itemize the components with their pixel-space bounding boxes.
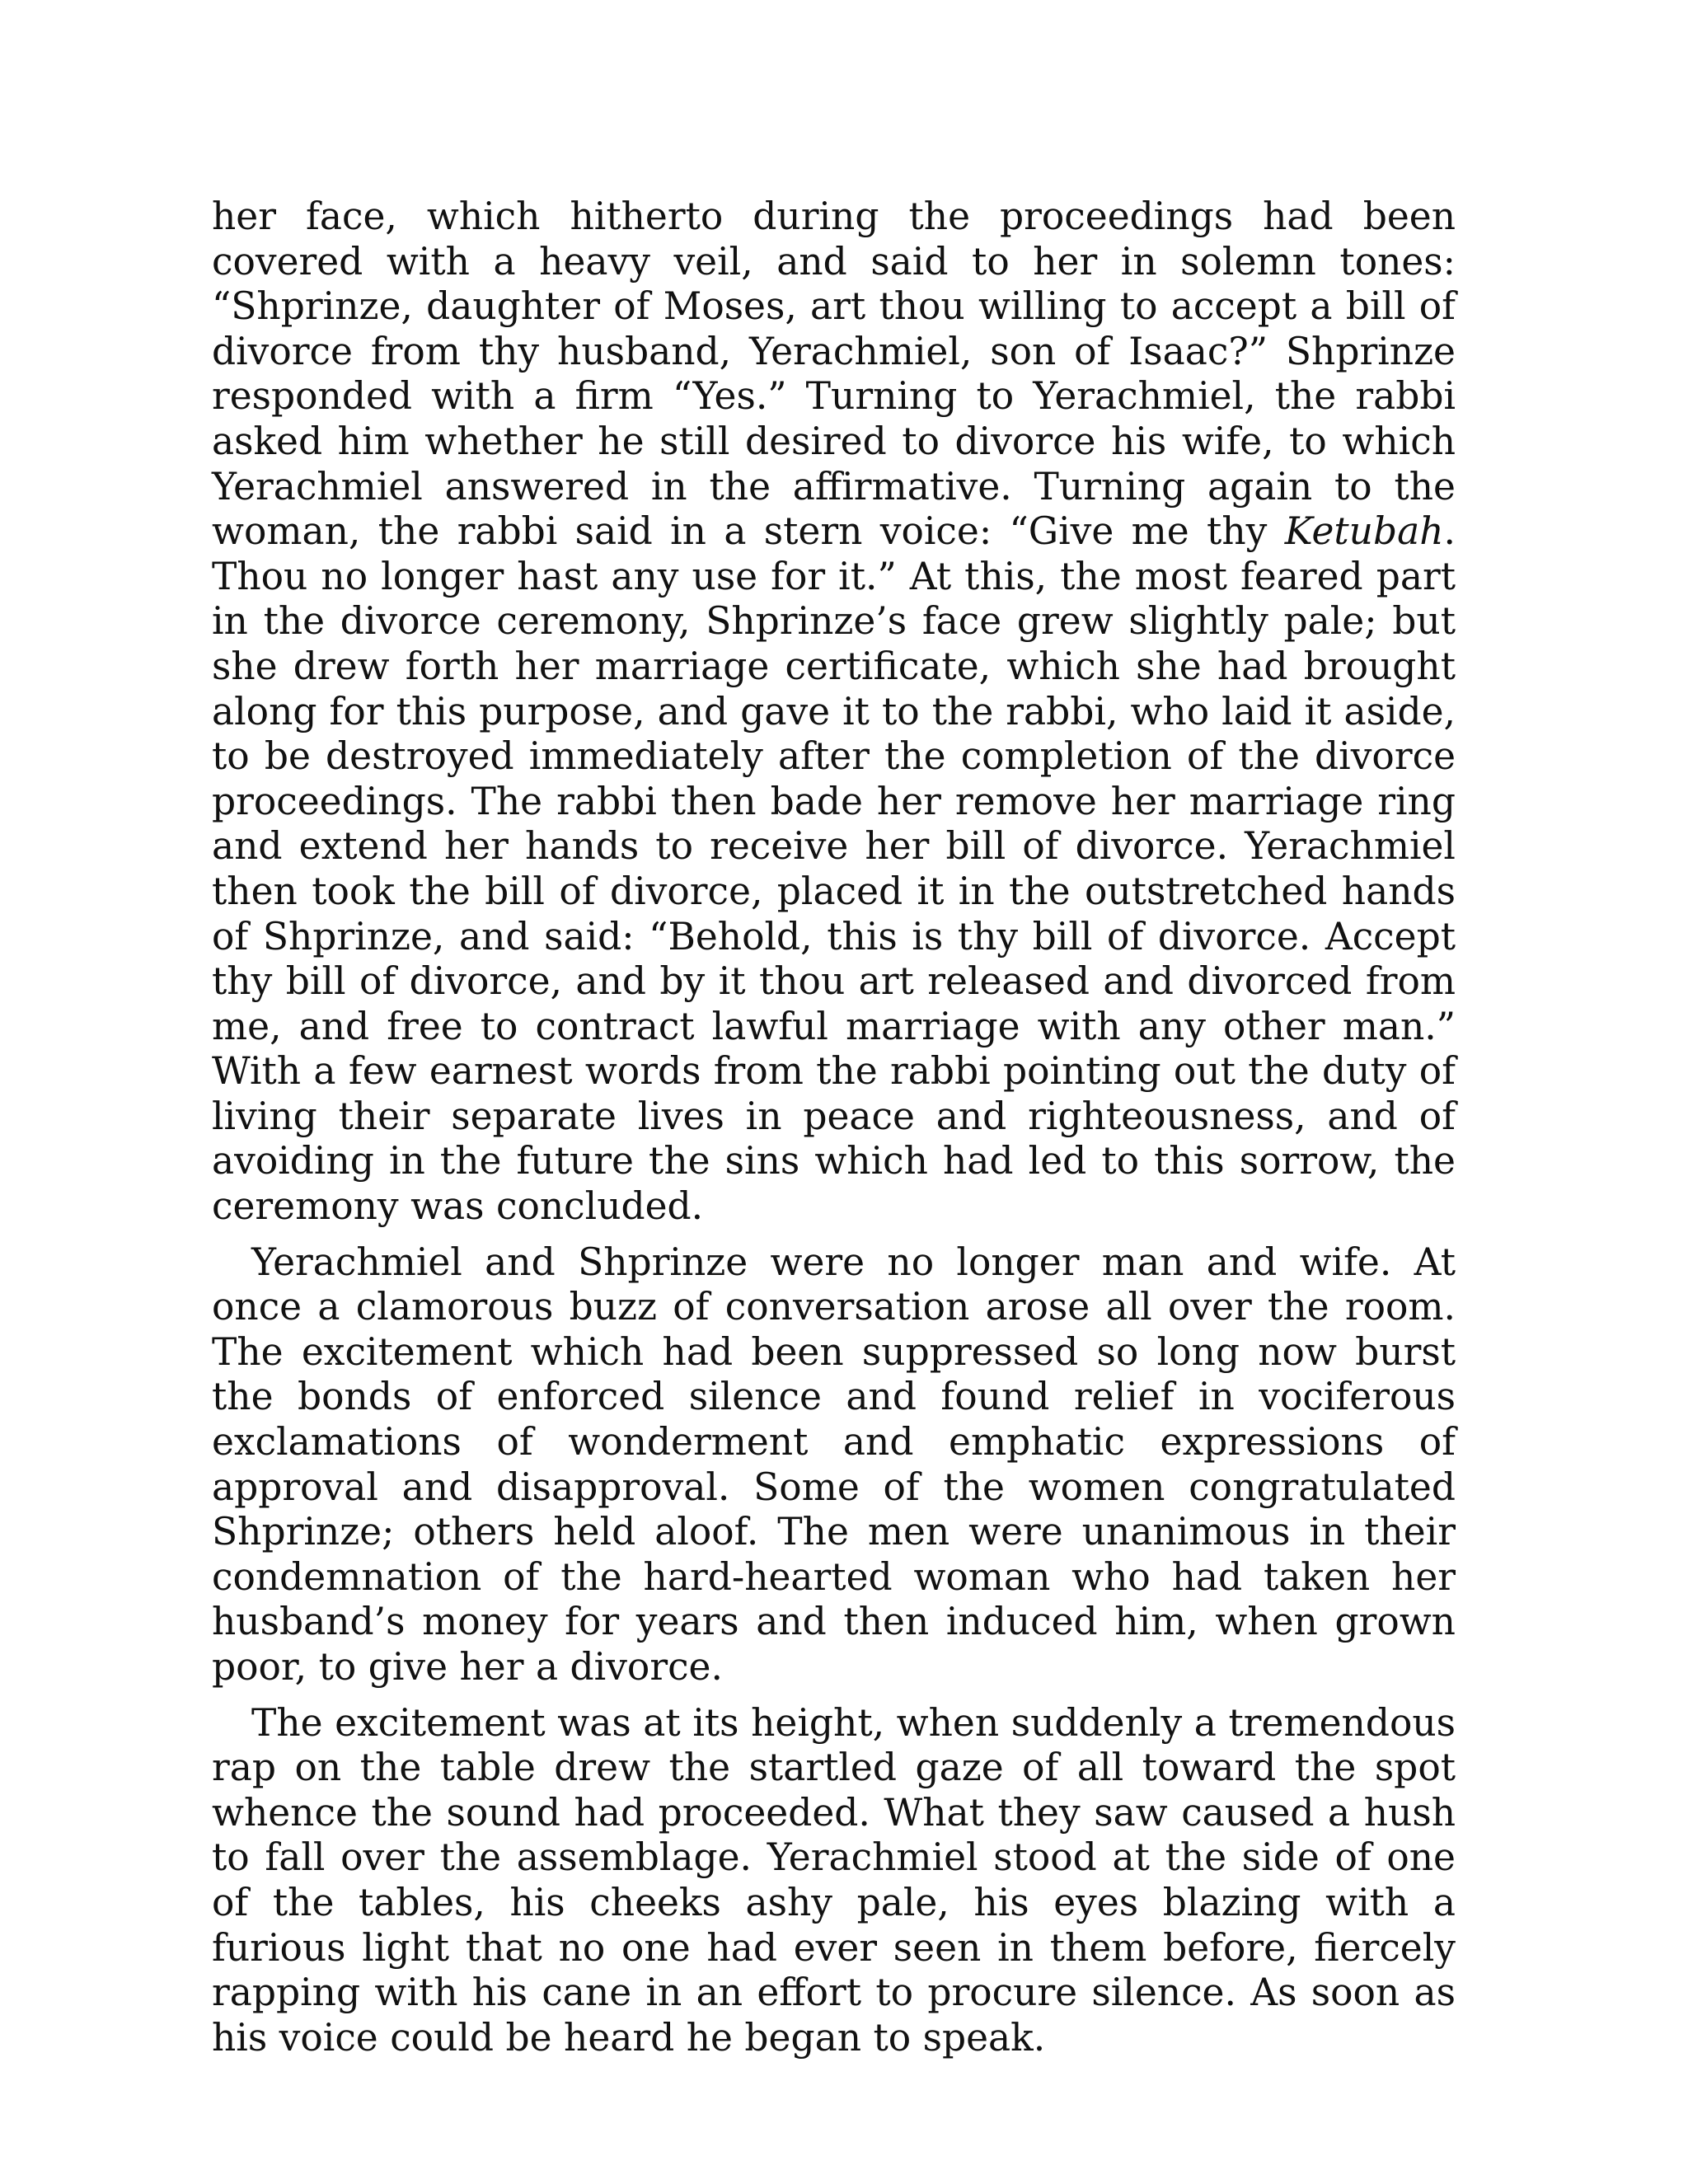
paragraph-2-text: Yerachmiel and Shprinze were no longer man and wife. At once a clamorous buzz of conversation arose all over the room. The excitement which had been suppressed so long now burst the bonds of enforced silence and found relief in vociferous exclamations of wonderment and emphatic expressions of approval and disapproval. Some of the women congratulated Shprinze; others held aloof. The men were unanimous in their condemnation of the hard-hearted woman who had taken her husband’s money for years and then induced him, when grown poor, to give her a divorce.	[212, 1240, 1456, 1689]
paragraph-1-text-a: her face, which hitherto during the proceedings had been covered with a heavy veil, and said to her in solemn tones: “Shprinze, daughter of Moses, art thou willing to accept a bill of divorce from thy husband, Yerachmiel, son of Isaac?” Shprinze responded with a firm “Yes.” Turning to Yerachmiel, the rabbi asked him whether he still desired to divorce his wife, to which Yerachmiel answered in the affirmative. Turning again to the woman, the rabbi said in a stern voice: “Give me thy	[212, 194, 1456, 554]
paragraph-3-text: The excitement was at its height, when suddenly a tremendous rap on the table drew the startled gaze of all toward the spot whence the sound had proceeded. What they saw caused a hush to fall over the assemblage. Yerachmiel stood at the side of one of the tables, his cheeks ashy pale, his eyes blazing with a furious light that no one had ever seen in them before, fiercely rapping with his cane in an effort to procure silence. As soon as his voice could be heard he began to speak.	[212, 1700, 1456, 2060]
page-body	[212, 194, 1456, 2071]
paragraph-1-text-b: . Thou no longer hast any use for it.” At this, the most feared part in the divorce ceremony, Shprinze’s face grew slightly pale; but she drew forth her marriage certificate, which she had brought along for this purpose, and gave it to the rabbi, who laid it aside, to be destroyed immediately after the completion of the divorce proceedings. The rabbi then bade her remove her marriage ring and extend her hands to receive her bill of divorce. Yerachmiel then took the bill of divorce, placed it in the outstretched hands of Shprinze, and said: “Behold, this is thy bill of divorce. Accept thy bill of divorce, and by it thou art released and divorced from me, and free to contract lawful marriage with any other man.” With a few earnest words from the rabbi pointing out the duty of living their separate lives in peace and righteousness, and of avoiding in the future the sins which had led to this sorrow, the ceremony was concluded.	[212, 509, 1456, 1229]
paragraph-3	[212, 1701, 1456, 2061]
paragraph-1	[212, 194, 1456, 1230]
ketubah-italic-term: Ketubah	[1284, 509, 1444, 554]
paragraph-2	[212, 1240, 1456, 1690]
